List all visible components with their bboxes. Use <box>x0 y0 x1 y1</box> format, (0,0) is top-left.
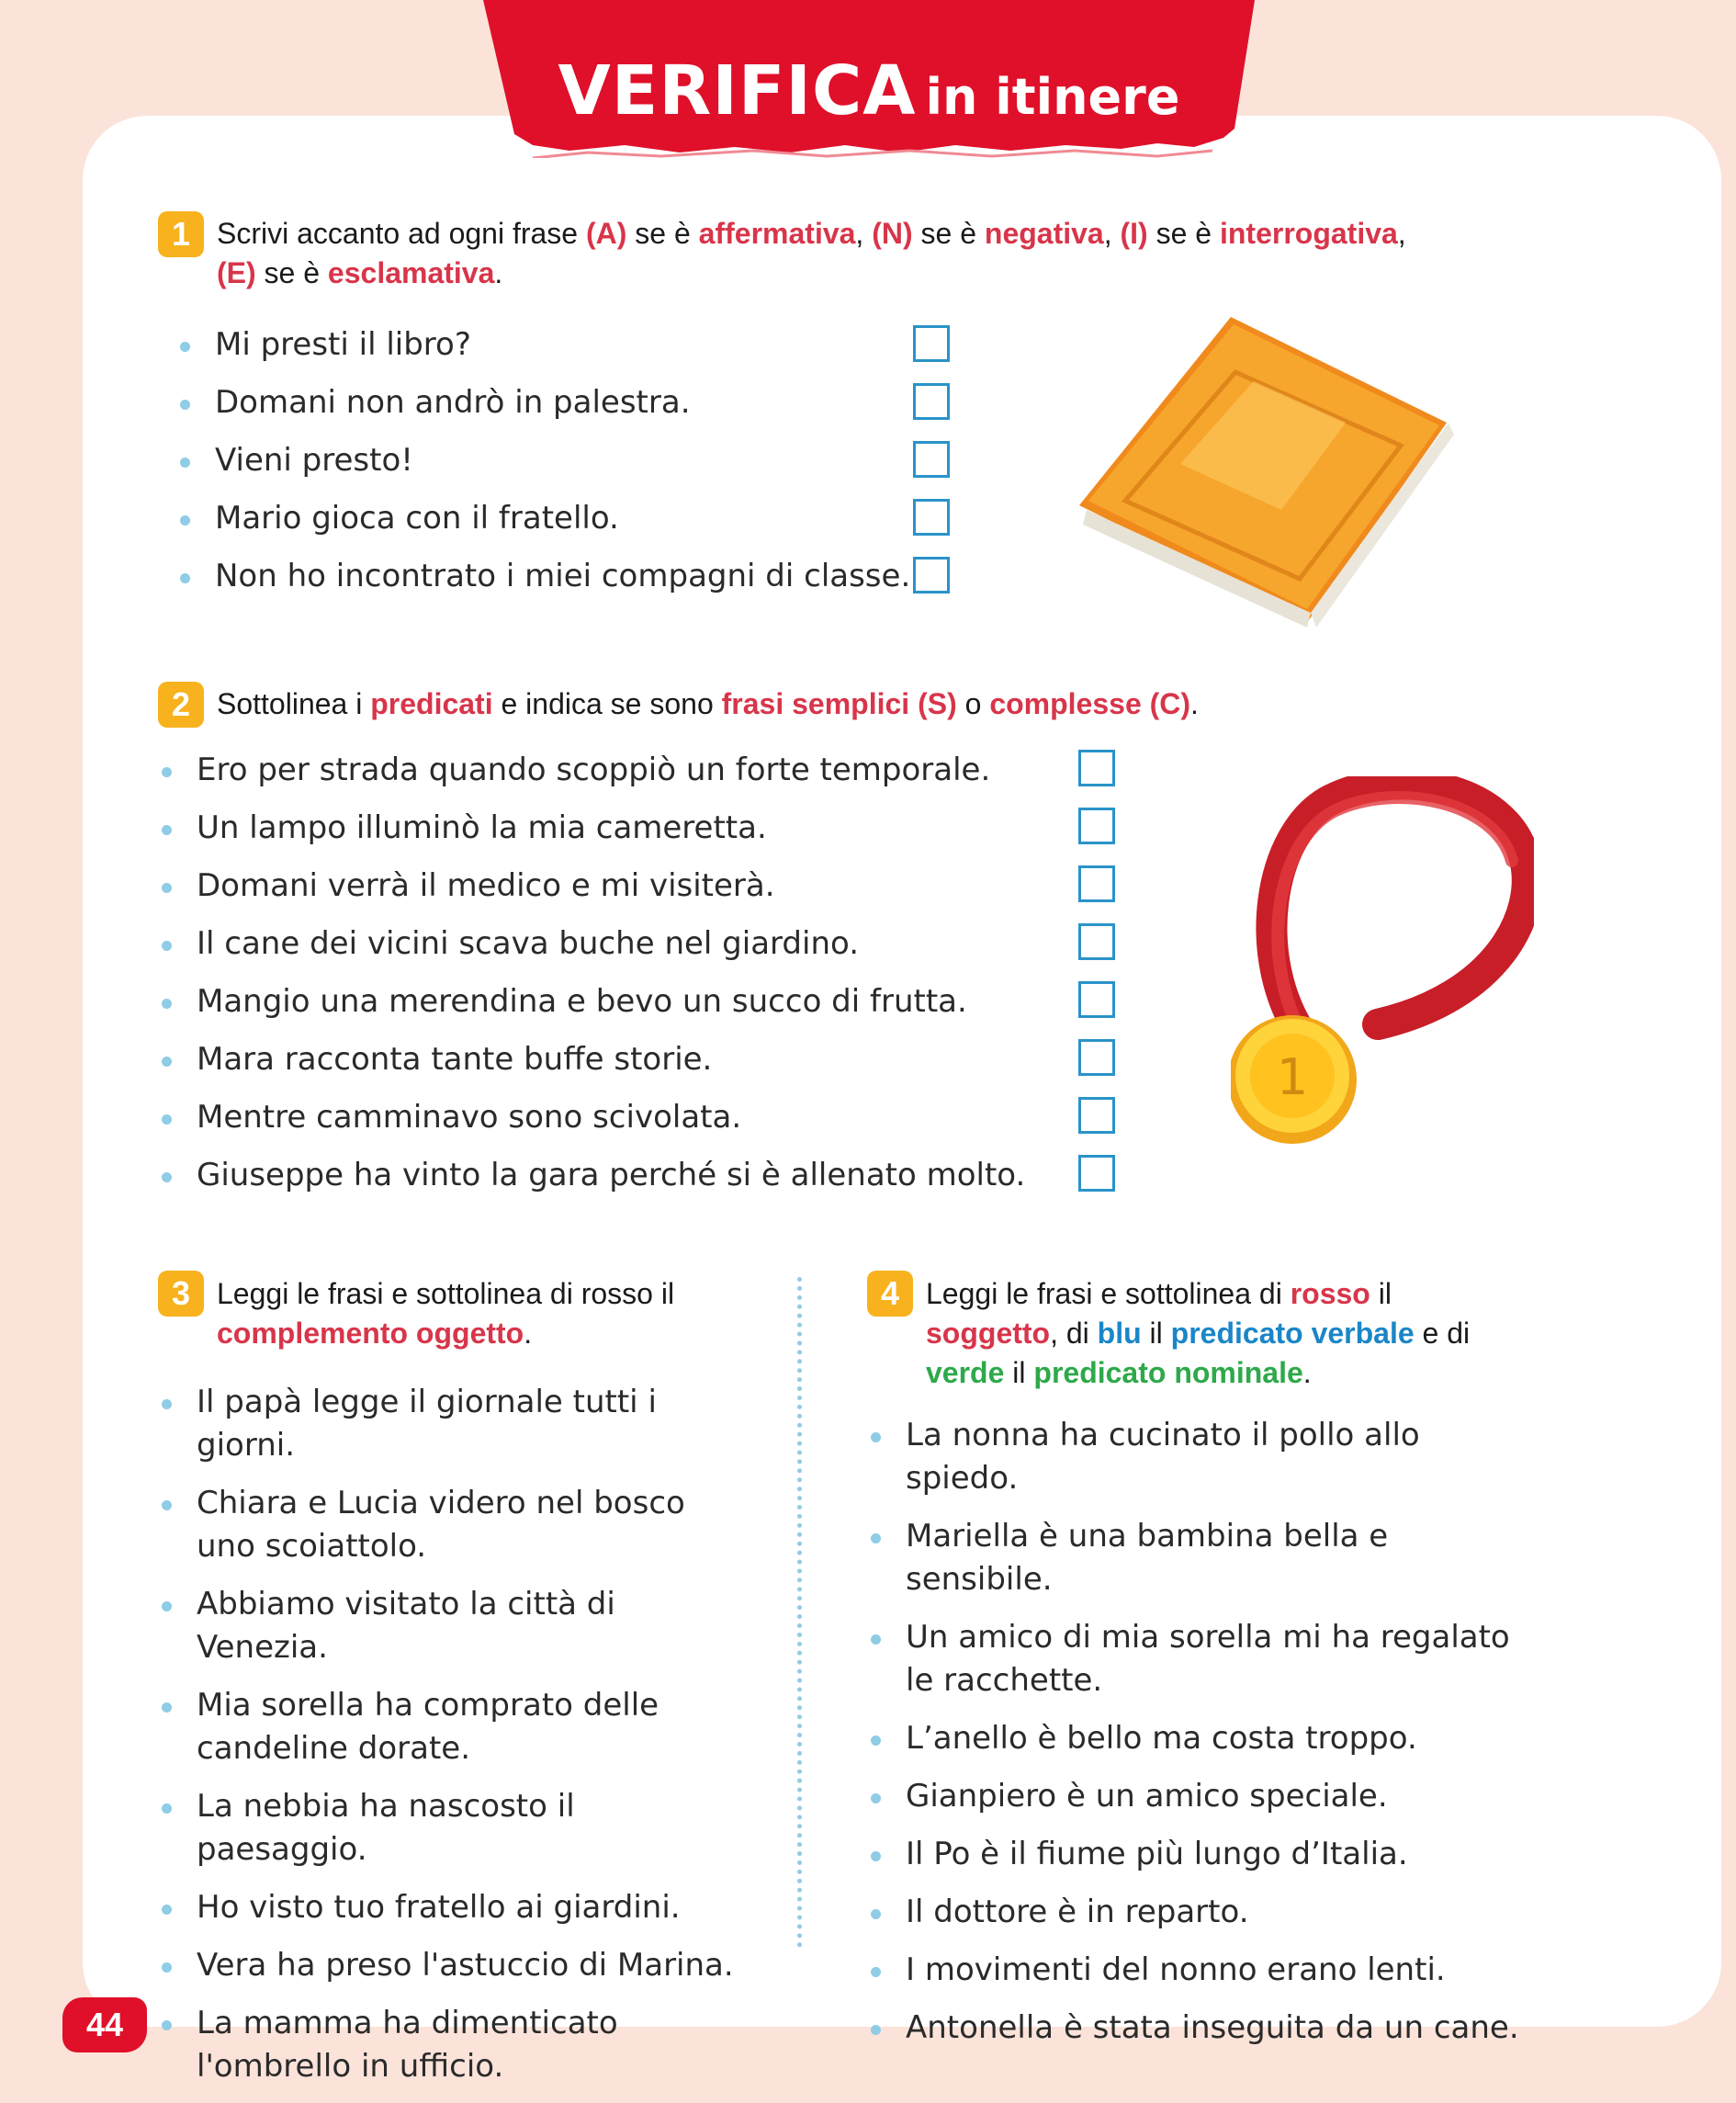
page-number: 44 <box>62 1997 147 2052</box>
bullet-icon <box>871 1909 881 1919</box>
answer-box[interactable] <box>1078 1039 1115 1076</box>
bullet-icon <box>180 342 190 352</box>
list-item <box>180 555 910 613</box>
instr-highlight: (A) <box>585 217 627 250</box>
bullet-icon <box>162 1500 172 1510</box>
instr-text: il <box>1370 1277 1392 1310</box>
exercise-2-list <box>162 749 1025 1212</box>
sentence: Domani non andrò in palestra. <box>215 384 691 421</box>
sentence: La nebbia ha nascosto il paesaggio. <box>197 1788 575 1868</box>
sentence: Gianpiero è un amico speciale. <box>906 1778 1388 1815</box>
instr-highlight: esclamativa <box>327 256 495 289</box>
sentence: Domani verrà il medico e mi visiterà. <box>197 867 775 904</box>
instr-text: se è <box>1147 217 1220 250</box>
list-item <box>180 497 910 555</box>
bullet-icon <box>871 1432 881 1442</box>
bullet-icon <box>871 1634 881 1645</box>
list-item <box>162 1886 750 1929</box>
sentence: L’anello è bello ma costa troppo. <box>906 1720 1417 1757</box>
bullet-icon <box>871 2025 881 2035</box>
bullet-icon <box>162 1601 172 1611</box>
bullet-icon <box>162 1057 172 1067</box>
instr-text: Leggi le frasi e sottolinea di rosso il <box>217 1277 675 1310</box>
answer-box[interactable] <box>913 325 950 362</box>
instr-text: Sottolinea i <box>217 687 371 720</box>
bullet-icon <box>180 458 190 468</box>
answer-box[interactable] <box>1078 981 1115 1018</box>
instr-highlight: frasi semplici (S) <box>721 687 957 720</box>
bullet-icon <box>871 1967 881 1977</box>
bullet-icon <box>162 2020 172 2030</box>
list-item <box>871 1515 1532 1601</box>
instr-text: o <box>956 687 990 720</box>
list-item <box>162 980 1025 1038</box>
exercise-3-list <box>162 1381 750 2103</box>
list-item <box>162 807 1025 865</box>
exercise-2-instruction <box>217 684 1521 724</box>
sentence: Mi presti il libro? <box>215 326 471 363</box>
bullet-icon <box>162 1702 172 1713</box>
title-main: VERIFICA <box>558 51 917 130</box>
list-item <box>162 865 1025 922</box>
answer-box[interactable] <box>913 441 950 478</box>
instr-text: e di <box>1414 1317 1471 1350</box>
bullet-icon <box>180 400 190 410</box>
bullet-icon <box>162 1905 172 1915</box>
medal-illustration <box>1231 776 1534 1162</box>
bullet-icon <box>871 1533 881 1543</box>
instr-highlight-blue: blu <box>1097 1317 1142 1350</box>
list-item <box>162 1381 750 1467</box>
instr-highlight: affermativa <box>698 217 856 250</box>
instr-text: . <box>524 1317 533 1350</box>
instr-highlight: (N) <box>872 217 913 250</box>
instr-highlight: interrogativa <box>1219 217 1398 250</box>
sentence: Un lampo illuminò la mia cameretta. <box>197 809 767 846</box>
title-banner <box>478 0 1260 158</box>
title-sub: in itinere <box>925 68 1180 126</box>
sentence: Chiara e Lucia videro nel bosco uno scoiattolo. <box>197 1485 685 1565</box>
instr-text: il <box>1141 1317 1171 1350</box>
answer-box[interactable] <box>1078 1097 1115 1134</box>
instr-highlight-green: predicato nominale <box>1033 1356 1303 1389</box>
instr-text: . <box>1302 1356 1312 1389</box>
bullet-icon <box>162 767 172 777</box>
instr-text: il <box>1004 1356 1034 1389</box>
sentence: Mara racconta tante buffe storie. <box>197 1041 713 1078</box>
list-item <box>180 381 910 439</box>
instr-highlight: complesse (C) <box>989 687 1191 720</box>
instr-text: , <box>855 217 873 250</box>
sentence: Mangio una merendina e bevo un succo di frutta. <box>197 983 967 1020</box>
list-item <box>871 1616 1532 1702</box>
instr-text: . <box>1190 687 1199 720</box>
sentence: Giuseppe ha vinto la gara perché si è allenato molto. <box>197 1157 1026 1193</box>
instr-text: se è <box>255 256 328 289</box>
instr-text: , di <box>1050 1317 1098 1350</box>
instr-highlight: rosso <box>1290 1277 1370 1310</box>
bullet-icon <box>162 1114 172 1125</box>
page-title <box>478 51 1260 130</box>
list-item <box>180 323 910 381</box>
instr-text: Scrivi accanto ad ogni frase <box>217 217 586 250</box>
sentence: Mariella è una bambina bella e sensibile. <box>906 1518 1389 1598</box>
list-item <box>871 2007 1532 2050</box>
book-illustration <box>1070 317 1456 629</box>
instr-highlight: (E) <box>217 256 256 289</box>
answer-box[interactable] <box>1078 865 1115 902</box>
sentence: Il cane dei vicini scava buche nel giardino. <box>197 925 860 962</box>
list-item <box>871 1949 1532 1992</box>
sentence: Mario gioca con il fratello. <box>215 500 619 537</box>
exercise-3-instruction <box>217 1274 786 1353</box>
instr-highlight: complemento oggetto <box>217 1317 524 1350</box>
medal-label: 1 <box>1276 1048 1309 1106</box>
sentence: Antonella è stata inseguita da un cane. <box>906 2009 1519 2046</box>
answer-box[interactable] <box>913 383 950 420</box>
bullet-icon <box>871 1736 881 1746</box>
list-item <box>162 2002 750 2088</box>
bullet-icon <box>162 999 172 1009</box>
bullet-icon <box>162 1172 172 1182</box>
bullet-icon <box>162 883 172 893</box>
sentence: La nonna ha cucinato il pollo allo spiedo. <box>906 1417 1420 1497</box>
instr-highlight: soggetto <box>926 1317 1051 1350</box>
answer-box[interactable] <box>1078 923 1115 960</box>
bullet-icon <box>162 1803 172 1814</box>
exercise-4-list <box>871 1414 1532 2064</box>
exercise-1-badge: 1 <box>158 211 204 257</box>
instr-text: Leggi le frasi e sottolinea di <box>926 1277 1291 1310</box>
exercise-1-instruction <box>217 214 1521 293</box>
list-item <box>162 1583 750 1669</box>
sentence: Mia sorella ha comprato delle candeline dorate. <box>197 1687 659 1767</box>
instr-text: , <box>1103 217 1121 250</box>
bullet-icon <box>162 825 172 835</box>
bullet-icon <box>871 1793 881 1803</box>
answer-box[interactable] <box>1078 1155 1115 1192</box>
bullet-icon <box>162 941 172 951</box>
answer-box[interactable] <box>1078 808 1115 844</box>
sentence: Ho visto tuo fratello ai giardini. <box>197 1889 681 1926</box>
list-item <box>162 1785 750 1871</box>
sentence: La mamma ha dimenticato l'ombrello in ufficio. <box>197 2005 618 2085</box>
list-item <box>162 1096 1025 1154</box>
answer-box[interactable] <box>913 499 950 536</box>
list-item <box>871 1891 1532 1934</box>
exercise-3-badge: 3 <box>158 1271 204 1317</box>
sentence: Ero per strada quando scoppiò un forte temporale. <box>197 752 991 788</box>
answer-box[interactable] <box>1078 750 1115 786</box>
instr-highlight-blue: predicato verbale <box>1170 1317 1415 1350</box>
instr-text: se è <box>626 217 699 250</box>
instr-text: e indica se sono <box>492 687 722 720</box>
list-item <box>162 1038 1025 1096</box>
list-item <box>180 439 910 497</box>
sentence: Mentre camminavo sono scivolata. <box>197 1099 742 1136</box>
instr-highlight: predicati <box>370 687 493 720</box>
list-item <box>162 922 1025 980</box>
sentence: Un amico di mia sorella mi ha regalato le racchette. <box>906 1619 1510 1699</box>
instr-highlight: (I) <box>1120 217 1148 250</box>
exercise-2-badge: 2 <box>158 682 204 728</box>
instr-text: , <box>1397 217 1406 250</box>
list-item <box>162 1684 750 1770</box>
instr-text: se è <box>912 217 985 250</box>
sentence: Abbiamo visitato la città di Venezia. <box>197 1586 615 1666</box>
instr-highlight: negativa <box>984 217 1104 250</box>
sentence: I movimenti del nonno erano lenti. <box>906 1951 1446 1988</box>
exercise-1-list <box>180 323 910 613</box>
bullet-icon <box>180 515 190 526</box>
instr-text: . <box>494 256 503 289</box>
bullet-icon <box>162 1962 172 1973</box>
sentence: Il dottore è in reparto. <box>906 1894 1249 1930</box>
exercise-4-badge: 4 <box>867 1271 913 1317</box>
bullet-icon <box>180 573 190 583</box>
exercise-4-instruction <box>926 1274 1569 1393</box>
list-item <box>162 1154 1025 1212</box>
instr-highlight-green: verde <box>926 1356 1005 1389</box>
sentence: Il papà legge il giornale tutti i giorni. <box>197 1384 657 1464</box>
list-item <box>162 749 1025 807</box>
list-item <box>871 1775 1532 1818</box>
bullet-icon <box>871 1851 881 1861</box>
sentence: Non ho incontrato i miei compagni di classe. <box>215 558 911 594</box>
list-item <box>871 1833 1532 1876</box>
list-item <box>871 1717 1532 1760</box>
sentence: Vieni presto! <box>215 442 413 479</box>
list-item <box>871 1414 1532 1500</box>
list-item <box>162 1944 750 1987</box>
list-item <box>162 1482 750 1568</box>
column-divider <box>797 1277 802 1948</box>
sentence: Vera ha preso l'astuccio di Marina. <box>197 1947 734 1984</box>
answer-box[interactable] <box>913 557 950 594</box>
bullet-icon <box>162 1399 172 1409</box>
sentence: Il Po è il fiume più lungo d’Italia. <box>906 1836 1408 1872</box>
